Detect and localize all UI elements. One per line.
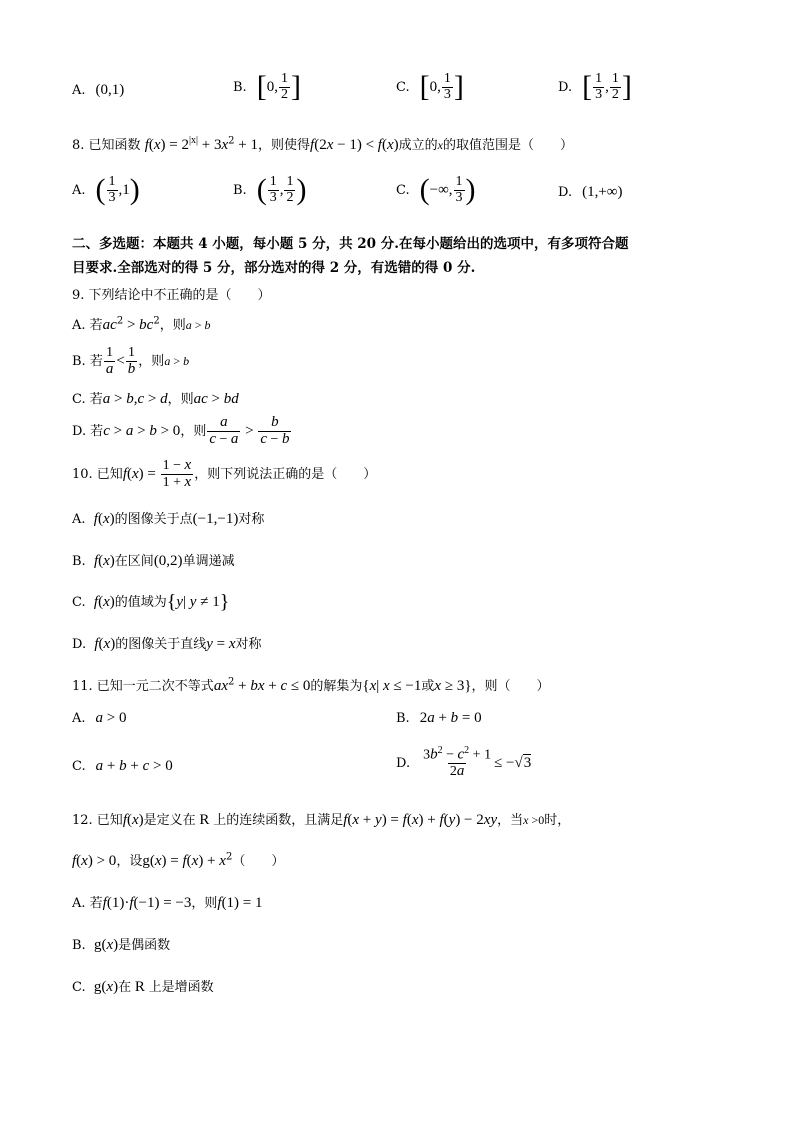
q10-option-c: C. f(x)的值域为{y| y ≠ 1} <box>72 591 230 613</box>
q7-option-b: B. [ 0, $\frac{1}{2}$ ] <box>233 70 301 104</box>
q8-option-c: C. ( −∞, $\frac{1}{3}$ ) <box>396 173 476 207</box>
section-2-heading-line2: 目要求.全部选对的得 5 分，部分选对的得 2 分，有选错的得 0 分. <box>72 260 476 276</box>
q11-option-d: D. $\frac{3b^2 - c^2 + 1}{2a}$ ≤ −√3 <box>396 745 532 780</box>
q7-option-c: C. [ 0, $\frac{1}{3}$ ] <box>396 70 464 104</box>
q10-option-d: D. f(x)的图像关于直线y = x对称 <box>72 636 262 652</box>
q9-option-a: A. 若$ac^2 > bc^2$，则a > b <box>72 315 211 333</box>
q9-option-b: B. 若 $\frac{1}{a}$ < $\frac{1}{b}$ ，则a > b <box>72 345 190 377</box>
q11-stem: 11. 已知一元二次不等式$ax^2$ + bx + c ≤ 0的解集为{x| x ≤ −1或x ≥ 3}，则（ ） <box>72 676 550 694</box>
q12-stem-line2: f(x) > 0，设$g(x) = f(x) + x^2$（ ） <box>72 851 285 869</box>
q12-option-c: C. g(x)在 R 上是增函数 <box>72 979 214 995</box>
q7-option-a-math: (0,1) <box>95 82 125 98</box>
q12-option-b: B. g(x)是偶函数 <box>72 937 171 953</box>
q7-option-d: D. [ $\frac{1}{3}$ , $\frac{1}{2}$ ] <box>558 70 632 104</box>
q10-option-b: B. f(x)在区间(0,2)单调递减 <box>72 553 235 569</box>
q11-option-a: A. a > 0 <box>72 710 127 726</box>
q7-option-a: A. (0,1) <box>72 82 125 98</box>
q8-stem: 8. 已知函数 $f(x) = 2^{|x|} + 3x^2 + 1$，则使得f(2x − 1) < f(x)成立的x的取值范围是（ ） <box>72 135 573 153</box>
q12-option-a: A. 若f(1)·f(−1) = −3，则f(1) = 1 <box>72 895 263 911</box>
q11-option-b: B. 2 a + b = 0 <box>396 710 482 726</box>
section-2-heading-line1: 二、多选题：本题共 4 小题，每小题 5 分，共 20 分.在每小题给出的选项中，有多项符合题 <box>72 236 629 252</box>
q10-option-a: A. f(x)的图像关于点(−1,−1)对称 <box>72 511 265 527</box>
q11-option-c: C. a + b + c > 0 <box>72 758 173 774</box>
q8-option-b: B. ( $\frac{1}{3}$ , $\frac{1}{2}$ ) <box>233 173 307 207</box>
q8-option-a: A. ( $\frac{1}{3}$ ,1 ) <box>72 173 140 207</box>
q10-stem: 10. 已知f(x) = $\frac{1 - x}{1 + x}$ ，则下列说法正确的是（ ） <box>72 457 377 490</box>
q9-option-c: C. 若a > b,c > d，则ac > bd <box>72 391 239 407</box>
q12-stem-line1: 12. 已知f(x)是定义在 R 上的连续函数，且满足f(x + y) = f(x) + f(y) − 2xy，当x >0时， <box>72 812 571 828</box>
q9-option-d: D. 若c > a > b > 0，则 $\frac{a}{c - a}$ > $\frac{b}{c - b}$ <box>72 414 290 447</box>
q9-stem: 9. 下列结论中不正确的是（ ） <box>72 288 271 303</box>
q8-option-d: D. (1,+∞) <box>558 184 623 200</box>
